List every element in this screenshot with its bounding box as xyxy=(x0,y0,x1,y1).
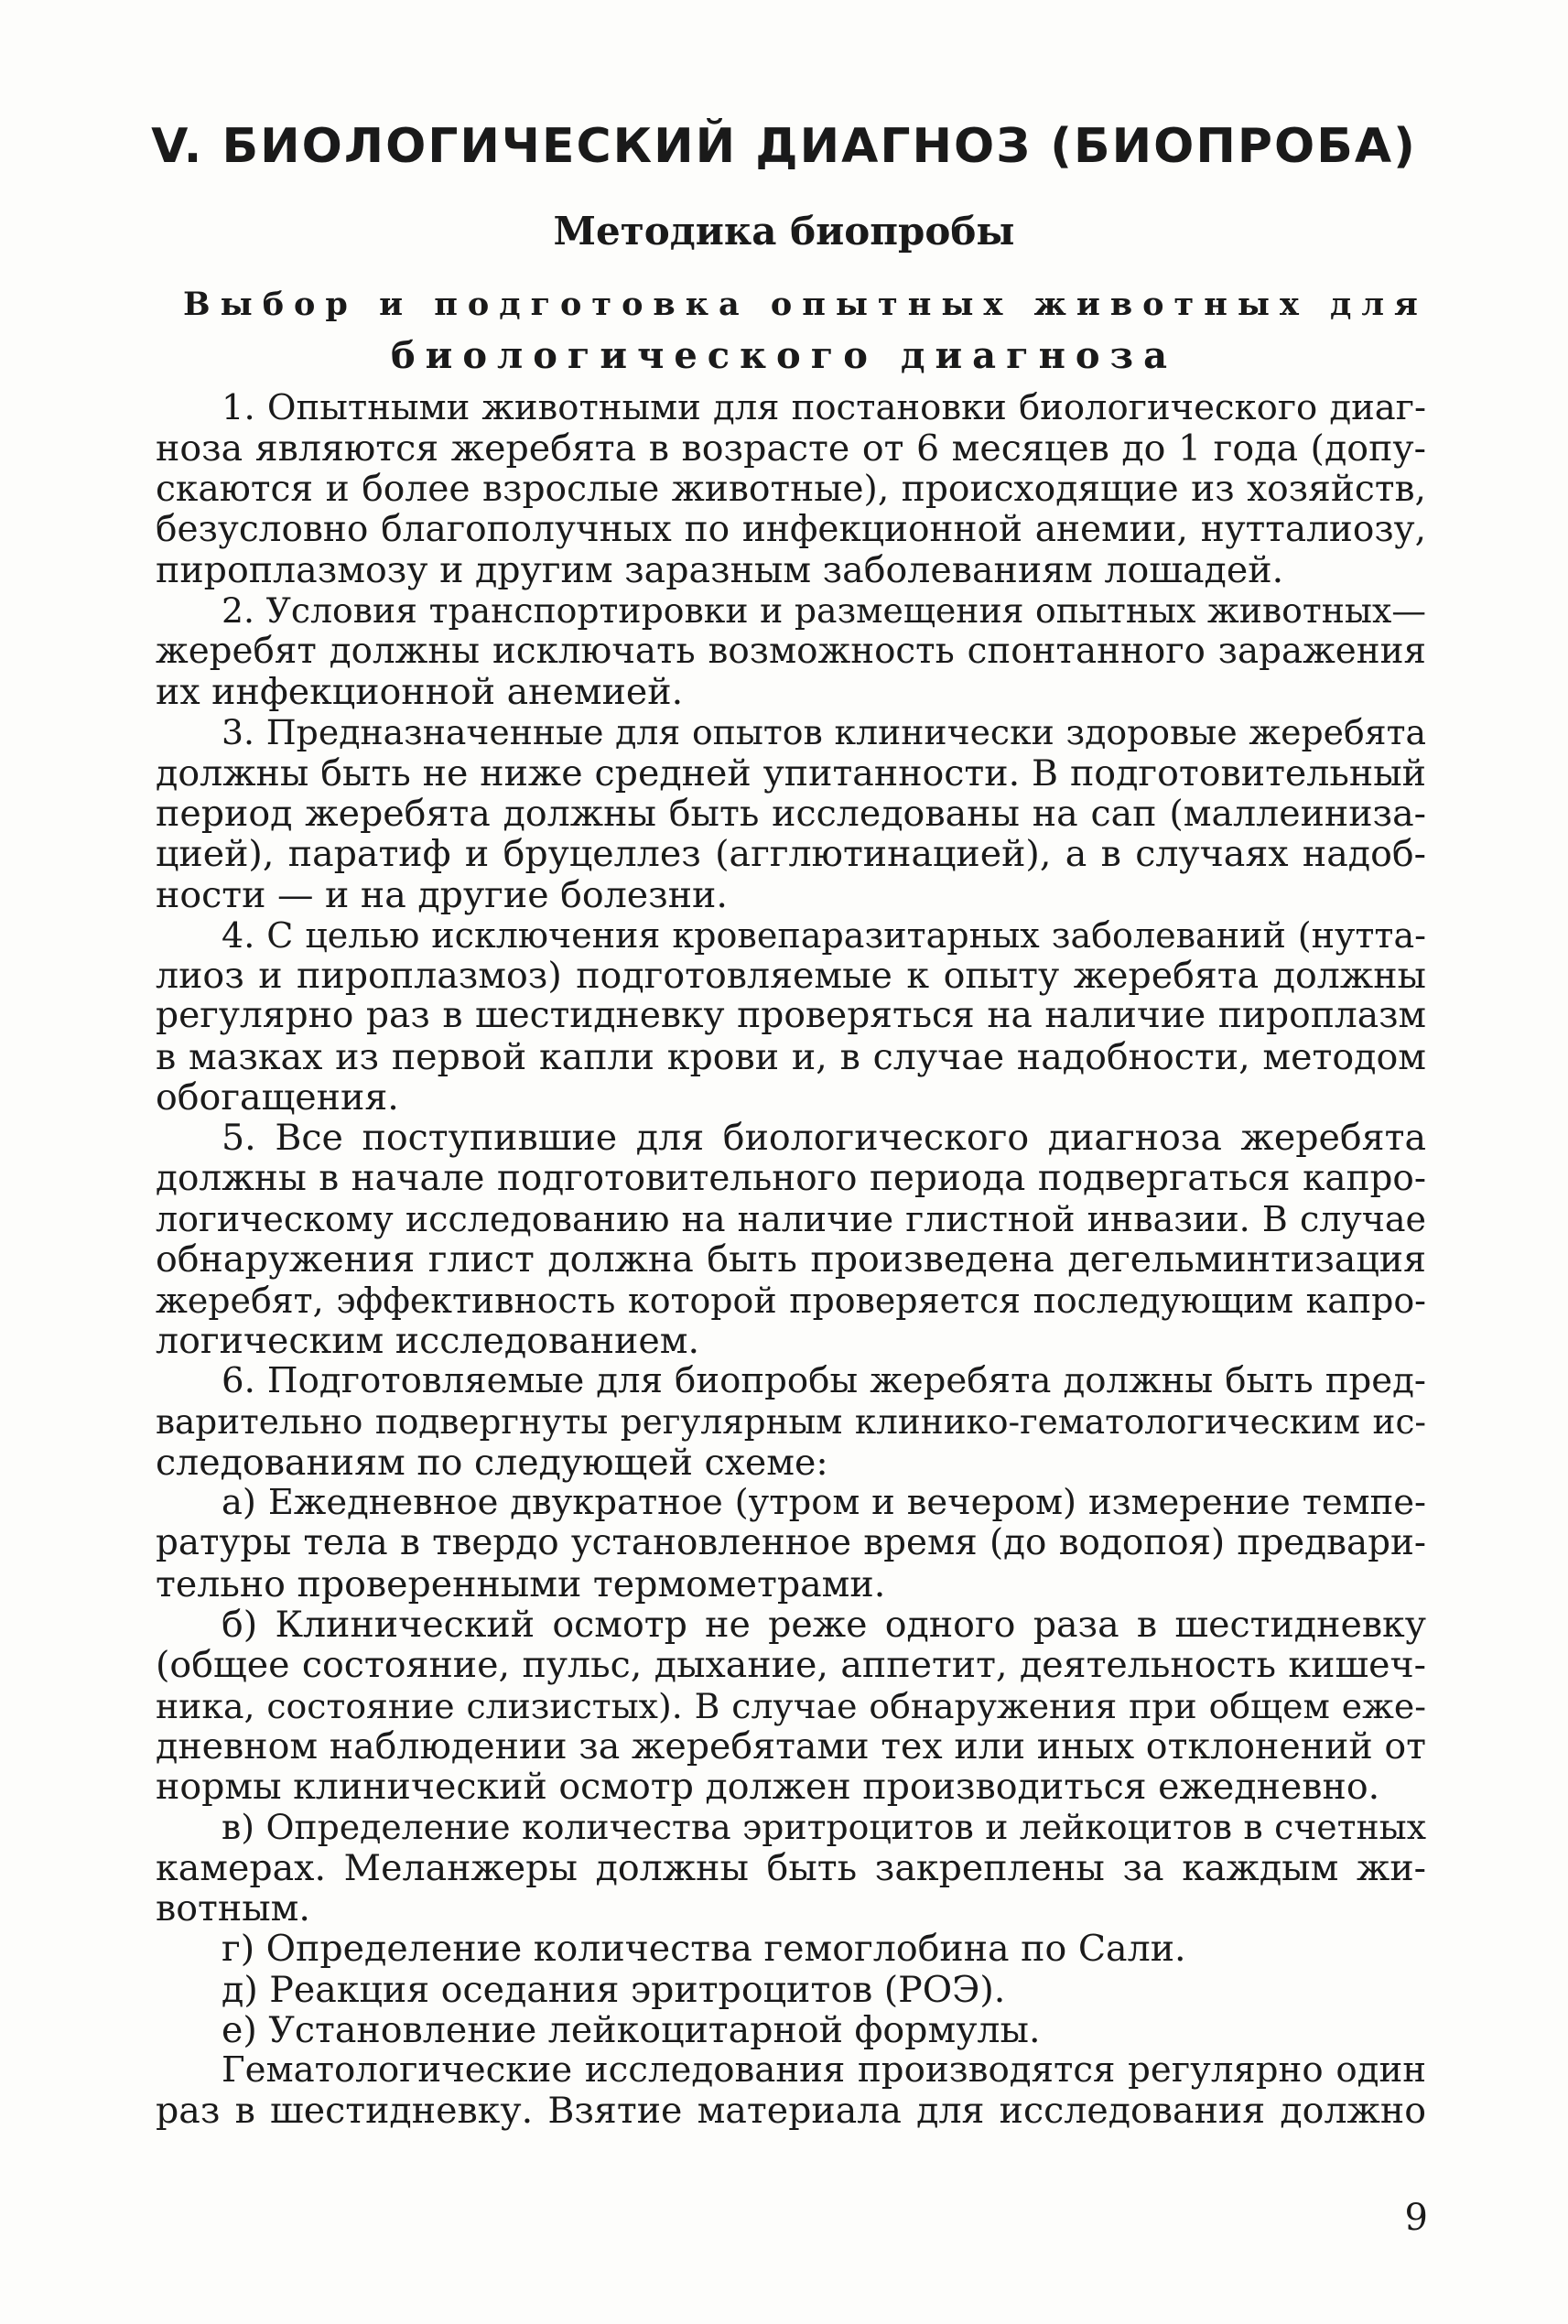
paragraph-line: ноза являются жеребята в возрасте от 6 месяцев до 1 года (допу- xyxy=(156,427,1426,470)
paragraph xyxy=(156,1361,1426,1483)
subsection-title-line: биологического диагноза xyxy=(390,334,1177,377)
paragraph xyxy=(156,2050,1426,2132)
paragraph-line: дневном наблюдении за жеребятами тех или иных отклонений от xyxy=(156,1724,1426,1767)
paragraph-line: камерах. Меланжеры должны быть закреплены за каждым жи- xyxy=(156,1846,1426,1889)
paragraph-line: варительно подвергнуты регулярным клинико-гематологическим ис- xyxy=(156,1401,1426,1443)
paragraph-line: вотным. xyxy=(156,1886,310,1929)
paragraph-line: период жеребята должны быть исследованы на сап (маллеиниза- xyxy=(156,792,1426,835)
paragraph-line: логическому исследованию на наличие глистной инвазии. В случае xyxy=(156,1198,1426,1239)
paragraph-line: должны в начале подготовительного периода подвергаться капро- xyxy=(156,1157,1426,1199)
paragraph xyxy=(156,590,1426,712)
paragraph-line: е) Установление лейкоцитарной формулы. xyxy=(222,2008,1041,2051)
paragraph xyxy=(156,388,1426,590)
subsection-title-line: Выбор и подготовка опытных животных для xyxy=(183,286,1428,323)
paragraph-line: нормы клинический осмотр должен производиться ежедневно. xyxy=(156,1766,1380,1809)
paragraph-line: 6. Подготовляемые для биопробы жеребята должны быть пред- xyxy=(222,1360,1426,1402)
body-text xyxy=(156,388,1426,2132)
paragraph-line: б) Клинический осмотр не реже одного раза в шестидневку xyxy=(222,1603,1426,1646)
paragraph xyxy=(156,2010,1426,2050)
paragraph xyxy=(156,915,1426,1118)
paragraph-line: д) Реакция оседания эритроцитов (РОЭ). xyxy=(222,1968,1006,2011)
paragraph-line: ности — и на другие болезни. xyxy=(156,873,728,916)
paragraph-line: ратуры тела в твердо установленное время (до водопоя) предвари- xyxy=(156,1522,1426,1564)
paragraph-line: в) Определение количества эритроцитов и лейкоцитов в счетных xyxy=(222,1807,1426,1848)
paragraph xyxy=(156,1929,1426,1969)
paragraph xyxy=(156,1605,1426,1807)
paragraph-line: регулярно раз в шестидневку проверяться на наличие пироплазм xyxy=(156,995,1426,1037)
paragraph-line: их инфекционной анемией. xyxy=(156,671,684,714)
paragraph-line: Гематологические исследования производятся регулярно один xyxy=(222,2049,1426,2092)
paragraph-line: раз в шестидневку. Взятие материала для исследования должно xyxy=(156,2090,1426,2133)
paragraph-line: ника, состояние слизистых). В случае обнаружения при общем еже- xyxy=(156,1685,1426,1726)
paragraph xyxy=(156,1483,1426,1605)
paragraph xyxy=(156,1118,1426,1361)
paragraph-line: тельно проверенными термометрами. xyxy=(156,1562,886,1605)
chapter-title: V. БИОЛОГИЧЕСКИЙ ДИАГНОЗ (БИОПРОБА) xyxy=(151,119,1417,174)
paragraph-line: лиоз и пироплазмоз) подготовляемые к опыту жеребята должны xyxy=(156,955,1426,998)
paragraph-line: 4. С целью исключения кровепаразитарных заболеваний (нутта- xyxy=(222,914,1426,956)
paragraph-line: логическим исследованием. xyxy=(156,1319,700,1362)
subsection-title xyxy=(183,279,1428,382)
paragraph-line: цией), паратиф и бруцеллез (агглютинацией), а в случаях надоб- xyxy=(156,833,1426,876)
paragraph-line: скаются и более взрослые животные), происходящие из хозяйств, xyxy=(156,468,1426,510)
paragraph-line: следованиям по следующей схеме: xyxy=(156,1441,828,1484)
paragraph-line: в мазках из первой капли крови и, в случае надобности, методом xyxy=(156,1035,1426,1078)
paragraph-line: безусловно благополучных по инфекционной анемии, нутталиозу, xyxy=(156,508,1426,550)
paragraph-line: обогащения. xyxy=(156,1076,399,1119)
paragraph-line: 3. Предназначенные для опытов клинически здоровые жеребята xyxy=(222,712,1426,753)
paragraph-line: 5. Все поступившие для биологического диагноза жеребята xyxy=(222,1117,1426,1160)
paragraph-line: жеребят должны исключать возможность спонтанного заражения xyxy=(156,630,1426,672)
paragraph-line: 2. Условия транспортировки и размещения опытных животных— xyxy=(222,590,1426,632)
paragraph-line: обнаружения глист должна быть произведена дегельминтизация xyxy=(156,1238,1426,1281)
page-number: 9 xyxy=(1404,2197,1428,2239)
paragraph-line: должны быть не ниже средней упитанности. В подготовительный xyxy=(156,751,1426,794)
paragraph-line: г) Определение количества гемоглобина по Сали. xyxy=(222,1928,1186,1971)
paragraph xyxy=(156,1970,1426,2010)
paragraph-line: жеребят, эффективность которой проверяется последующим капро- xyxy=(156,1280,1426,1321)
paragraph xyxy=(156,1807,1426,1929)
paragraph-line: а) Ежедневное двукратное (утром и вечером) измерение темпе- xyxy=(222,1482,1426,1524)
paragraph-line: 1. Опытными животными для постановки биологического диаг- xyxy=(222,387,1426,428)
paragraph xyxy=(156,712,1426,914)
paragraph-line: пироплазмозу и другим заразным заболеваниям лошадей. xyxy=(156,549,1284,592)
paragraph-line: (общее состояние, пульс, дыхание, аппетит, деятельность кишеч- xyxy=(156,1644,1426,1687)
section-title: Методика биопробы xyxy=(553,209,1015,254)
